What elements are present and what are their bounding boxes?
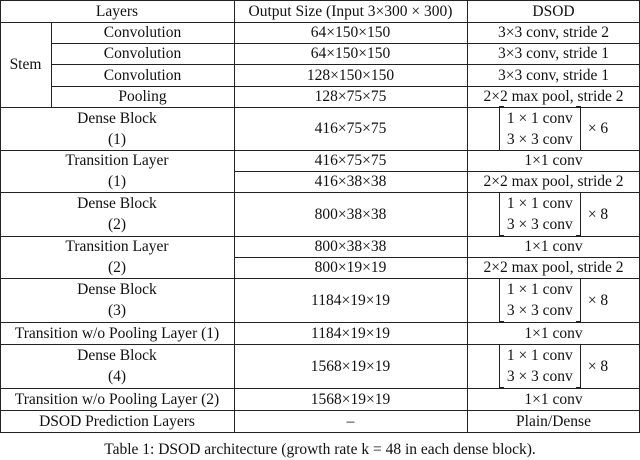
conv-line: 1 × 1 conv [506, 109, 573, 127]
dsod-cell [467, 410, 640, 432]
conv-line: 3 × 3 conv [506, 216, 573, 233]
dense-block-config [499, 278, 608, 322]
output-size-value: 800×38×38 [314, 238, 387, 255]
output-size-value: 800×38×38 [314, 205, 387, 223]
output-size-value: 416×75×75 [314, 152, 387, 169]
stem-label [0, 22, 51, 107]
conv-line: 3 × 3 conv [506, 130, 573, 148]
table-caption: Table 1: DSOD architecture (growth rate k = 48 in each dense block). [104, 441, 536, 458]
dense-block-config [499, 107, 608, 151]
layer-name: (4) [107, 368, 127, 385]
bracket-serif [499, 278, 504, 279]
output-size-cell [234, 236, 467, 257]
output-size-value: 64×150×150 [310, 24, 391, 41]
layer-name: Transition Layer [65, 152, 169, 169]
layer-cell [0, 388, 234, 410]
output-size-cell [234, 388, 467, 410]
layer-name: (2) [107, 216, 127, 233]
conv-line: 3 × 3 conv [506, 368, 573, 385]
dsod-value: 1×1 conv [524, 238, 583, 255]
header-output-size-text: Output Size (Input 3×300 × 300) [248, 2, 453, 20]
stem-label-text: Stem [9, 56, 42, 73]
output-size-cell [234, 344, 467, 388]
dsod-value: 2×2 max pool, stride 2 [483, 173, 624, 190]
output-size-cell [234, 150, 467, 171]
layer-cell [0, 150, 234, 192]
layer-cell [0, 410, 234, 432]
dsod-cell [467, 257, 640, 278]
layer-name: Pooling [118, 88, 167, 105]
output-size-value: 1568×19×19 [310, 390, 391, 408]
layer-name: (3) [107, 302, 127, 319]
dsod-cell [467, 64, 640, 86]
header-output-size [234, 0, 467, 22]
repeat-multiplier: × 8 [587, 357, 609, 375]
dsod-cell [467, 388, 640, 410]
output-size-cell [234, 257, 467, 278]
dsod-value: 1×1 conv [524, 152, 583, 169]
layer-name: Transition w/o Pooling Layer (1) [14, 324, 220, 342]
conv-line: 1 × 1 conv [506, 281, 573, 298]
dsod-cell [467, 278, 640, 322]
layer-cell [51, 64, 234, 86]
dsod-value: 1×1 conv [524, 390, 583, 408]
repeat-multiplier: × 8 [587, 205, 609, 223]
dsod-value: Plain/Dense [516, 412, 591, 430]
dsod-value: 3×3 conv, stride 2 [497, 24, 610, 41]
repeat-multiplier: × 6 [587, 120, 609, 137]
output-size-cell [234, 278, 467, 322]
header-layers [0, 0, 234, 22]
output-size-value: – [346, 412, 355, 430]
conv-bracket [499, 107, 581, 151]
output-size-cell [234, 64, 467, 86]
conv-bracket [499, 278, 581, 322]
output-size-value: 128×75×75 [314, 88, 387, 105]
dense-block-config [499, 192, 608, 236]
bracket-serif [576, 192, 581, 193]
layer-name: Dense Block [77, 347, 157, 364]
bracket-serif [576, 106, 581, 107]
output-size-value: 800×19×19 [314, 259, 387, 276]
conv-bracket [499, 344, 581, 388]
output-size-cell [234, 22, 467, 43]
output-size-value: 128×150×150 [306, 66, 395, 84]
repeat-multiplier: × 8 [587, 291, 609, 309]
header-dsod-text: DSOD [532, 2, 575, 20]
layer-cell [51, 86, 234, 107]
layer-cell [0, 278, 234, 322]
dsod-cell [467, 171, 640, 192]
output-size-value: 416×38×38 [314, 173, 387, 190]
dsod-value: 2×2 max pool, stride 2 [483, 259, 624, 276]
bracket-serif [499, 344, 504, 345]
output-size-value: 1184×19×19 [311, 324, 390, 342]
layer-cell [0, 344, 234, 388]
dsod-cell [467, 150, 640, 171]
dsod-cell [467, 43, 640, 64]
layer-name: Dense Block [77, 195, 157, 212]
dsod-value: 1×1 conv [524, 324, 583, 342]
dsod-cell [467, 236, 640, 257]
output-size-cell [234, 86, 467, 107]
dsod-cell [467, 192, 640, 236]
dsod-cell [467, 107, 640, 150]
layer-cell [0, 192, 234, 236]
output-size-value: 64×150×150 [310, 45, 391, 62]
dsod-value: 3×3 conv, stride 1 [497, 45, 610, 62]
bracket-serif [499, 192, 504, 193]
layer-cell [51, 43, 234, 64]
output-size-cell [234, 107, 467, 150]
layer-name: Dense Block [77, 281, 157, 298]
output-size-cell [234, 192, 467, 236]
output-size-value: 1184×19×19 [311, 291, 390, 309]
conv-bracket [499, 192, 581, 236]
dsod-cell [467, 86, 640, 107]
header-dsod [467, 0, 640, 22]
layer-name: (1) [107, 173, 127, 190]
dsod-value: 3×3 conv, stride 1 [497, 66, 610, 84]
layer-name: DSOD Prediction Layers [39, 412, 195, 430]
layer-cell [0, 236, 234, 278]
dsod-cell [467, 344, 640, 388]
output-size-value: 416×75×75 [314, 120, 387, 137]
conv-line: 1 × 1 conv [506, 195, 573, 212]
output-size-cell [234, 410, 467, 432]
dense-block-config [499, 344, 608, 388]
layer-name: Dense Block [77, 109, 157, 127]
layer-name: Transition w/o Pooling Layer (2) [14, 390, 220, 408]
bracket-serif [576, 278, 581, 279]
bracket-serif [576, 344, 581, 345]
conv-line: 1 × 1 conv [506, 347, 573, 364]
output-size-cell [234, 171, 467, 192]
conv-line: 3 × 3 conv [506, 302, 573, 319]
layer-name: Convolution [103, 45, 182, 62]
bracket-serif [499, 106, 504, 107]
header-layers-text: Layers [95, 2, 139, 20]
output-size-cell [234, 43, 467, 64]
layer-cell [0, 107, 234, 150]
dsod-cell [467, 322, 640, 344]
layer-cell [51, 22, 234, 43]
table-bottom-rule [0, 432, 640, 433]
layer-name: (1) [107, 130, 127, 148]
layer-cell [0, 322, 234, 344]
output-size-cell [234, 322, 467, 344]
layer-name: Convolution [103, 66, 182, 84]
output-size-value: 1568×19×19 [310, 357, 391, 375]
layer-name: Transition Layer [65, 238, 169, 255]
dsod-value: 2×2 max pool, stride 2 [483, 88, 624, 105]
layer-name: (2) [107, 259, 127, 276]
layer-name: Convolution [103, 24, 182, 41]
dsod-cell [467, 22, 640, 43]
